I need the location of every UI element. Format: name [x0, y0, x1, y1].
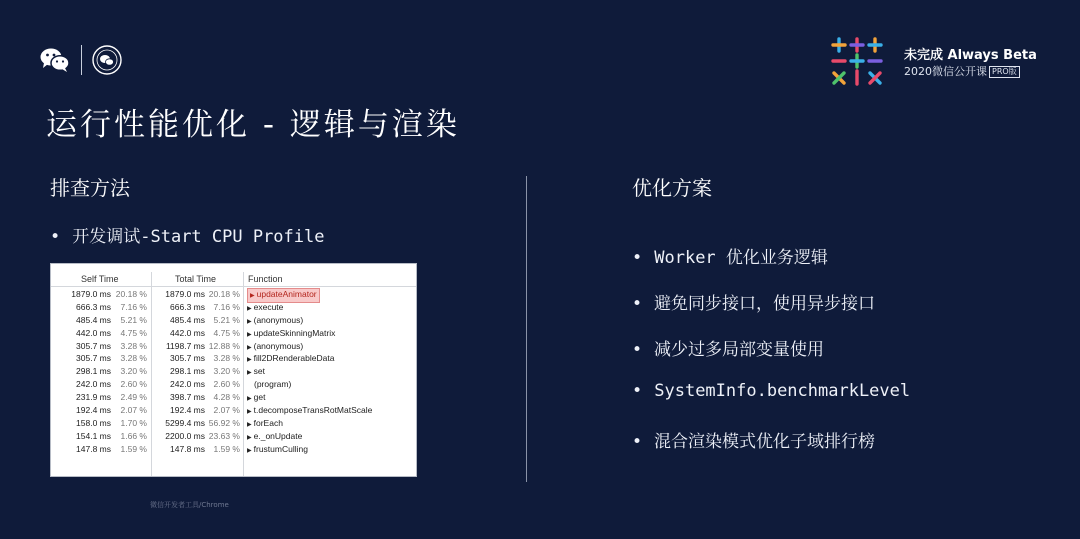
table-row[interactable] [51, 352, 416, 365]
self-percent-cell: 1.70 % [120, 417, 147, 428]
total-percent-cell: 2.07 % [213, 405, 240, 416]
expand-triangle-icon[interactable]: ▶ [250, 293, 255, 299]
total-time-cell: 192.4 ms [170, 405, 205, 416]
function-name: fill2DRenderableData [253, 353, 335, 364]
total-percent-cell: 5.21 % [213, 314, 240, 325]
total-percent-cell: 4.28 % [213, 392, 240, 403]
table-row[interactable] [51, 443, 416, 456]
total-percent-cell: 56.92 % [208, 417, 240, 428]
function-cell [247, 443, 308, 458]
total-percent-cell: 12.88 % [208, 340, 240, 351]
optimization-item-text: 混合渲染模式优化子域排行榜 [654, 432, 876, 452]
cpu-profile-table [50, 263, 417, 477]
table-row[interactable] [51, 301, 416, 314]
expand-triangle-icon[interactable]: ▶ [247, 344, 252, 351]
header-total-time[interactable]: Total Time [175, 274, 217, 284]
bullet-dot: • [632, 381, 643, 401]
total-percent-cell: 2.60 % [213, 379, 240, 390]
self-time-cell: 442.0 ms [76, 327, 111, 338]
total-time-cell: 1879.0 ms [165, 289, 205, 299]
self-percent-cell: 3.20 % [120, 366, 147, 377]
left-bullet-text: 开发调试-Start CPU Profile [72, 227, 325, 247]
bullet-dot: • [632, 432, 643, 452]
total-percent-cell: 4.75 % [213, 327, 240, 338]
expand-triangle-icon[interactable]: ▶ [247, 447, 252, 454]
expand-triangle-icon[interactable]: ▶ [247, 434, 252, 441]
table-row[interactable] [51, 365, 416, 378]
profile-rows [51, 288, 416, 456]
optimization-item-text: 避免同步接口，使用异步接口 [654, 294, 876, 314]
function-name: get [253, 392, 266, 403]
table-row[interactable] [51, 288, 416, 301]
function-name: set [253, 366, 265, 377]
total-time-cell: 242.0 ms [170, 379, 205, 390]
total-time-cell: 1198.7 ms [165, 340, 205, 351]
table-row[interactable] [51, 404, 416, 417]
self-percent-cell: 2.60 % [120, 379, 147, 390]
function-name: frustumCulling [253, 443, 308, 454]
left-bullet [50, 222, 324, 247]
total-percent-cell: 3.28 % [213, 353, 240, 364]
total-time-cell: 5299.4 ms [165, 417, 205, 428]
self-percent-cell: 5.21 % [120, 314, 147, 325]
screenshot-caption: 微信开发者工具/Chrome [150, 501, 229, 509]
optimization-item-text: SystemInfo.benchmarkLevel [654, 381, 911, 401]
optimization-item [632, 335, 824, 360]
expand-triangle-icon[interactable]: ▶ [247, 318, 252, 325]
bullet-dot: • [632, 340, 643, 360]
total-percent-cell: 20.18 % [208, 289, 240, 299]
function-name: (program) [254, 379, 292, 390]
self-time-cell: 1879.0 ms [71, 289, 111, 299]
self-time-cell: 305.7 ms [76, 353, 111, 364]
self-time-cell: 305.7 ms [76, 340, 111, 351]
total-time-cell: 305.7 ms [170, 353, 205, 364]
self-time-cell: 666.3 ms [76, 301, 111, 312]
self-percent-cell: 3.28 % [120, 340, 147, 351]
total-time-cell: 442.0 ms [170, 327, 205, 338]
self-percent-cell: 4.75 % [120, 327, 147, 338]
self-percent-cell: 2.49 % [120, 392, 147, 403]
expand-triangle-icon[interactable]: ▶ [247, 331, 252, 338]
self-time-cell: 485.4 ms [76, 314, 111, 325]
total-time-cell: 485.4 ms [170, 314, 205, 325]
pro-badge: PRO版 [989, 66, 1020, 78]
function-name: updateSkinningMatrix [253, 327, 336, 338]
total-percent-cell: 7.16 % [213, 301, 240, 312]
table-row[interactable] [51, 417, 416, 430]
total-time-cell: 666.3 ms [170, 301, 205, 312]
self-time-cell: 147.8 ms [76, 443, 111, 454]
header-rule [51, 286, 416, 287]
self-percent-cell: 2.07 % [120, 405, 147, 416]
total-percent-cell: 23.63 % [208, 430, 240, 441]
optimization-item [632, 243, 828, 268]
self-time-cell: 231.9 ms [76, 392, 111, 403]
header-self-time[interactable]: Self Time [81, 274, 119, 284]
table-row[interactable] [51, 340, 416, 353]
expand-triangle-icon[interactable]: ▶ [247, 396, 252, 403]
self-percent-cell: 1.59 % [120, 443, 147, 454]
brand-subtitle [904, 63, 1020, 79]
total-percent-cell: 3.20 % [213, 366, 240, 377]
table-row[interactable] [51, 378, 416, 391]
function-name: execute [253, 301, 284, 312]
expand-triangle-icon[interactable]: ▶ [247, 409, 252, 416]
brand-logo-icon [830, 36, 884, 86]
function-name: updateAnimator [256, 289, 317, 299]
table-row[interactable] [51, 314, 416, 327]
optimization-item-text: 减少过多局部变量使用 [654, 340, 825, 360]
optimization-item [632, 427, 875, 452]
optimization-item [632, 381, 910, 401]
expand-triangle-icon[interactable]: ▶ [247, 305, 252, 312]
function-name: e._onUpdate [253, 430, 303, 441]
function-name: (anonymous) [253, 314, 304, 325]
self-time-cell: 192.4 ms [76, 405, 111, 416]
self-time-cell: 154.1 ms [76, 430, 111, 441]
function-name: forEach [253, 417, 283, 428]
optimization-item-text: Worker 优化业务逻辑 [654, 248, 828, 268]
slide-title: 运行性能优化 - 逻辑与渲染 [46, 107, 460, 143]
logo-divider [81, 45, 82, 75]
seal-icon [92, 45, 122, 75]
self-percent-cell: 1.66 % [120, 430, 147, 441]
table-row[interactable] [51, 430, 416, 443]
self-percent-cell: 7.16 % [120, 301, 147, 312]
self-time-cell: 298.1 ms [76, 366, 111, 377]
expand-triangle-icon[interactable]: ▶ [247, 370, 252, 377]
expand-triangle-icon[interactable]: ▶ [247, 357, 252, 364]
total-percent-cell: 1.59 % [213, 443, 240, 454]
self-time-cell: 158.0 ms [76, 417, 111, 428]
self-percent-cell: 3.28 % [120, 353, 147, 364]
total-time-cell: 2200.0 ms [165, 430, 205, 441]
function-name: t.decomposeTransRotMatScale [253, 405, 373, 416]
header-function[interactable]: Function [248, 274, 283, 284]
wechat-icon [40, 47, 70, 73]
function-cell [247, 378, 291, 391]
bullet-dot: • [50, 227, 61, 247]
total-time-cell: 147.8 ms [170, 443, 205, 454]
bullet-dot: • [632, 248, 643, 268]
total-time-cell: 298.1 ms [170, 366, 205, 377]
self-time-cell: 242.0 ms [76, 379, 111, 390]
expand-triangle-icon[interactable]: ▶ [247, 421, 252, 428]
left-section-heading: 排查方法 [50, 176, 130, 200]
total-time-cell: 398.7 ms [170, 392, 205, 403]
right-section-heading: 优化方案 [632, 176, 712, 200]
table-row[interactable] [51, 391, 416, 404]
function-name: (anonymous) [253, 340, 304, 351]
column-divider [526, 176, 527, 482]
optimization-item [632, 289, 875, 314]
self-percent-cell: 20.18 % [115, 289, 147, 299]
bullet-dot: • [632, 294, 643, 314]
brand-title: 未完成 Always Beta [904, 48, 1037, 63]
table-row[interactable] [51, 327, 416, 340]
brand-subtitle-text: 2020微信公开课 [904, 65, 987, 78]
